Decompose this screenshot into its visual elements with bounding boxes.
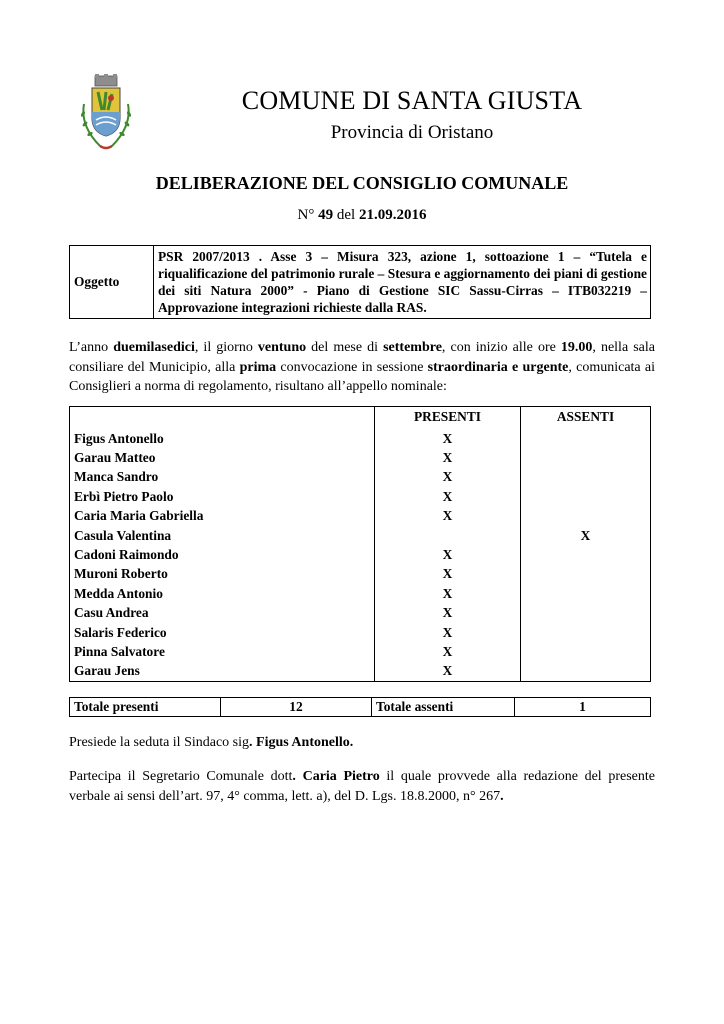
present-mark: X [375,448,521,467]
subject-table [69,245,651,319]
attendance-row [70,565,651,584]
secretary-text: Partecipa il Segretario Comunale dott [69,769,293,784]
absent-mark [521,642,651,661]
present-mark: X [375,642,521,661]
intro-paragraph [69,338,655,397]
attendance-row [70,642,651,661]
absent-mark [521,604,651,623]
session-type: straordinaria e urgente [427,359,569,375]
absent-mark [521,468,651,487]
present-mark: X [375,507,521,526]
document-number-line [0,207,724,224]
attendance-row [70,429,651,448]
absent-column-header: ASSENTI [521,407,651,430]
total-absent-label: Totale assenti [372,698,515,717]
meeting-month: settembre [383,340,442,355]
councillor-name: Pinna Salvatore [70,642,375,661]
present-mark: X [375,565,521,584]
present-mark: X [375,468,521,487]
present-mark: X [375,662,521,682]
councillor-name: Erbì Pietro Paolo [70,487,375,506]
councillor-name: Figus Antonello [70,429,375,448]
absent-mark [521,662,651,682]
attendance-row [70,545,651,564]
number-prefix: N° [297,207,315,223]
attendance-header-row [70,407,651,430]
meeting-year: duemilasedici [113,340,195,355]
absent-mark [521,487,651,506]
total-absent-value: 1 [515,698,651,717]
totals-table [69,697,651,717]
attendance-table [69,406,651,682]
attendance-row [70,448,651,467]
councillor-name: Garau Matteo [70,448,375,467]
intro-text: del mese di [306,340,384,355]
chair-name: . Figus Antonello. [249,735,354,750]
meeting-time: 19.00 [560,340,593,355]
total-present-label: Totale presenti [70,698,221,717]
municipality-title: COMUNE DI SANTA GIUSTA [241,86,583,115]
attendance-row [70,468,651,487]
attendance-row [70,604,651,623]
attendance-row [70,487,651,506]
attendance-row [70,662,651,682]
secretary-end: . [500,788,504,804]
absent-mark [521,507,651,526]
deliberation-date: 21.09.2016 [358,207,427,223]
document-type-heading: DELIBERAZIONE DEL CONSIGLIO COMUNALE [155,173,569,193]
secretary-text: il quale provvede alla redazione del presente verbale ai sensi dell’art. 97, 4° comma, lett. a), del D. Lgs. 18.8.2000, n° 267 [69,769,655,804]
convocation-type: prima [239,359,277,375]
attendance-row [70,526,651,545]
attendance-row [70,584,651,603]
subject-label: Oggetto [70,246,154,319]
councillor-name: Garau Jens [70,662,375,682]
present-mark: X [375,584,521,603]
absent-mark [521,545,651,564]
date-prefix: del [336,207,356,223]
subject-text: PSR 2007/2013 . Asse 3 – Misura 323, azione 1, sottoazione 1 – “Tutela e riqualificazione del patrimonio rurale – Stesura e aggiornamento dei piani di gestione dei siti Natura 2000” - Piano di Gestione SIC Sassu-Cirras – ITB032219 – Approvazione integrazioni richieste dalla RAS. [154,246,651,319]
councillor-name: Manca Sandro [70,468,375,487]
intro-text: , comunicata ai Consiglieri a norma di regolamento, risultano all’appello nominale: [69,359,656,394]
present-mark: X [375,623,521,642]
councillor-name: Medda Antonio [70,584,375,603]
intro-text: convocazione in sessione [276,359,428,375]
present-mark [375,526,521,545]
present-column-header: PRESENTI [375,407,521,430]
name-column-header [70,407,375,430]
chair-text: Presiede la seduta il Sindaco sig [69,735,250,750]
councillor-name: Caria Maria Gabriella [70,507,375,526]
chair-paragraph [69,733,655,753]
councillor-name: Cadoni Raimondo [70,545,375,564]
councillor-name: Casula Valentina [70,526,375,545]
attendance-row [70,623,651,642]
meeting-day: ventuno [257,340,307,355]
absent-mark: X [521,526,651,545]
secretary-name: . Caria Pietro [292,769,380,784]
intro-text: , con inizio alle ore [441,340,561,355]
present-mark: X [375,487,521,506]
deliberation-number: 49 [318,207,334,223]
absent-mark [521,429,651,448]
total-present-value: 12 [221,698,372,717]
absent-mark [521,448,651,467]
present-mark: X [375,545,521,564]
councillor-name: Salaris Federico [70,623,375,642]
attendance-row [70,507,651,526]
absent-mark [521,623,651,642]
councillor-name: Casu Andrea [70,604,375,623]
province-subtitle: Provincia di Oristano [330,122,494,143]
councillor-name: Muroni Roberto [70,565,375,584]
intro-text: , il giorno [194,340,258,355]
present-mark: X [375,604,521,623]
absent-mark [521,565,651,584]
absent-mark [521,584,651,603]
intro-text: L’anno [69,340,114,355]
secretary-paragraph [69,767,655,806]
present-mark: X [375,429,521,448]
intro-text: , nella sala consiliare del Municipio, alla [69,340,655,375]
